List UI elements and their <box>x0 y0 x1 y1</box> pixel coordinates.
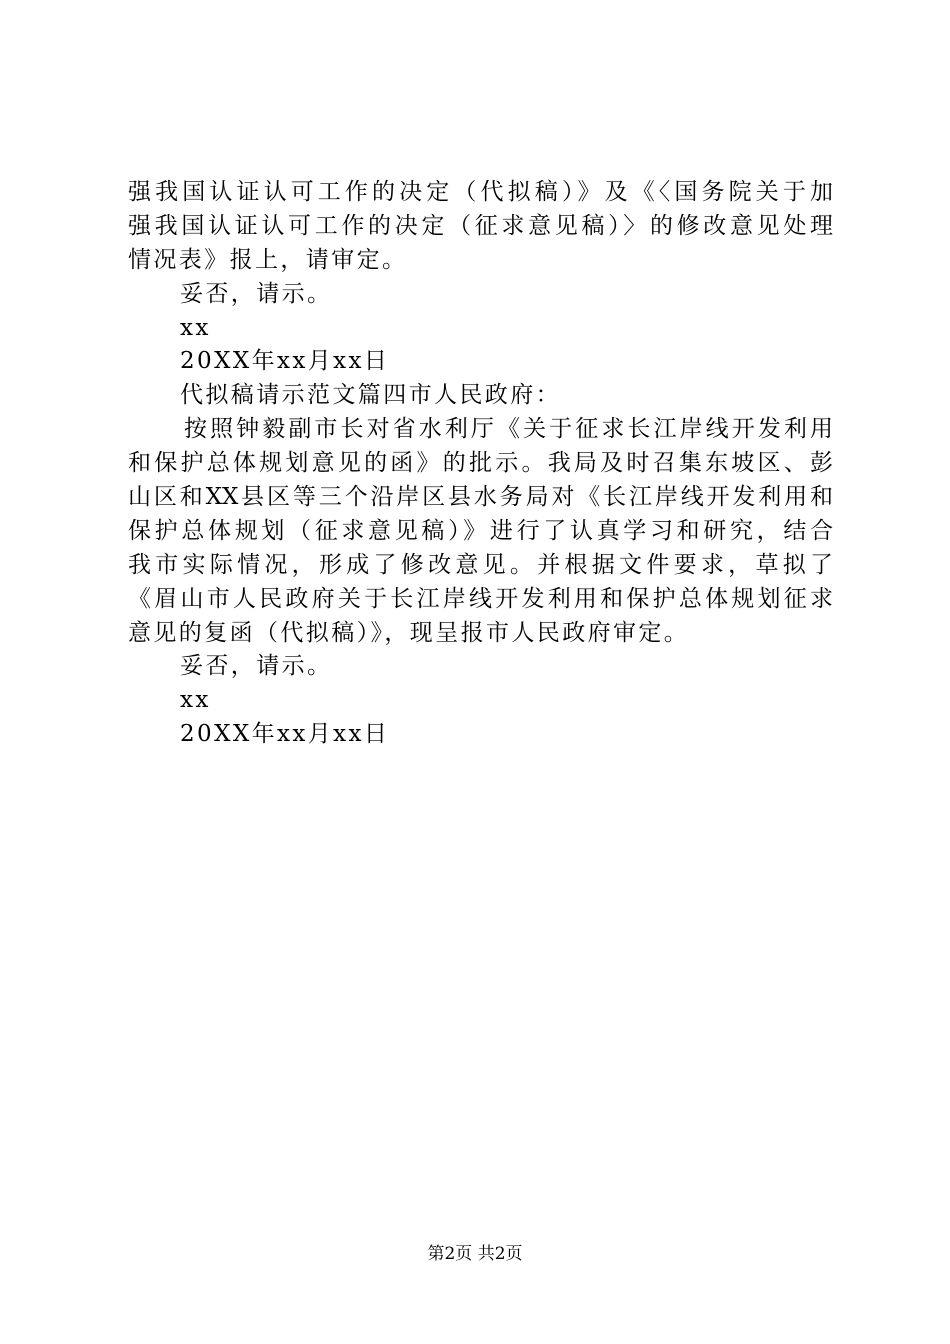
text-line-2: 强我国认证认可工作的决定（征求意见稿）〉的修改意见处理 <box>128 212 833 239</box>
signature-2: xx <box>180 687 211 714</box>
text-line-9: 和保护总体规划意见的函》的批示。我局及时召集东坡区、彭 <box>128 450 833 477</box>
text-line-1: 强我国认证认可工作的决定（代拟稿）》及《〈国务院关于加 <box>128 179 833 205</box>
date-2: 20XX年xx月xx日 <box>180 721 390 748</box>
text-line-12: 我市实际情况，形成了修改意见。并根据文件要求，草拟了 <box>128 551 833 578</box>
closing-request-2: 妥否，请示。 <box>180 653 333 680</box>
text-line-8: 按照钟毅副市长对省水利厅《关于征求长江岸线开发利用 <box>184 416 833 443</box>
document-body <box>128 176 833 752</box>
page-number-footer: 第2页 共2页 <box>427 1244 523 1264</box>
closing-request-1: 妥否，请示。 <box>180 280 333 307</box>
text-line-10: 山区和XX县区等三个沿岸区县水务局对《长江岸线开发利用和 <box>128 484 833 511</box>
section-heading: 代拟稿请示范文篇四市人民政府： <box>180 382 561 409</box>
signature-1: xx <box>180 314 211 341</box>
text-line-11: 保护总体规划（征求意见稿）》进行了认真学习和研究，结合 <box>128 517 833 544</box>
text-line-14: 意见的复函（代拟稿）》，现呈报市人民政府审定。 <box>128 619 690 646</box>
text-line-13: 《眉山市人民政府关于长江岸线开发利用和保护总体规划征求 <box>128 585 833 612</box>
text-line-3: 情况表》报上，请审定。 <box>128 246 408 273</box>
date-1: 20XX年xx月xx日 <box>180 348 390 375</box>
